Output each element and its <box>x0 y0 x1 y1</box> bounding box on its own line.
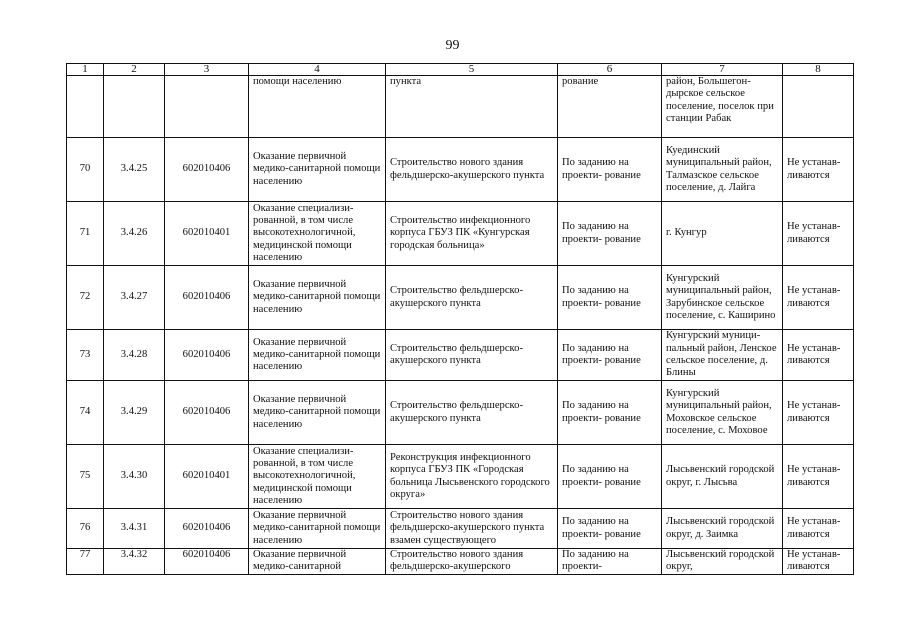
cell-num: 77 <box>67 549 104 575</box>
cell-num: 74 <box>67 381 104 445</box>
cell-purpose: Оказание первичной медико-санитарной помощи населению <box>249 509 386 549</box>
cell-object: Строительство фельдшерско- акушерского пункта <box>386 330 558 381</box>
cell-location: Лысьвенский городской округ, д. Заимка <box>662 509 783 549</box>
cell-object: Строительство нового здания фельдшерско-акушерского <box>386 549 558 575</box>
cell-purpose: Оказание первичной медико-санитарной помощи населению <box>249 266 386 330</box>
cell-code: 3.4.27 <box>104 266 165 330</box>
table-row <box>67 330 854 381</box>
cell-num: 72 <box>67 266 104 330</box>
cell-object: Строительство инфекционного корпуса ГБУЗ ПК «Кунгурская городская больница» <box>386 202 558 266</box>
table-row <box>67 381 854 445</box>
cell-kbk: 602010406 <box>165 138 249 202</box>
header-row <box>67 64 854 76</box>
cell-code: 3.4.29 <box>104 381 165 445</box>
cell-object: Строительство нового здания фельдшерско-акушерского пункта взамен существующего <box>386 509 558 549</box>
header-cell: 5 <box>386 64 558 76</box>
cell-location: Лысьвенский городской округ, г. Лысьва <box>662 445 783 509</box>
header-cell: 8 <box>783 64 854 76</box>
cell-term: Не устанав- ливаются <box>783 202 854 266</box>
cell-object: Строительство фельдшерско- акушерского пункта <box>386 266 558 330</box>
cell-num: 75 <box>67 445 104 509</box>
cell-purpose: Оказание специализи- рованной, в том числе высокотехнологичной, медицинской помощи населению <box>249 445 386 509</box>
cell-num: 70 <box>67 138 104 202</box>
cell-kbk: 602010406 <box>165 381 249 445</box>
header-cell: 7 <box>662 64 783 76</box>
cell-location: Кунгурский муници- пальный район, Ленское сельское поселение, д. Блины <box>662 330 783 381</box>
cell-term: Не устанав- ливаются <box>783 381 854 445</box>
cell-location: Кунгурский муниципальный район, Моховское сельское поселение, с. Моховое <box>662 381 783 445</box>
cell-status: рование <box>558 76 662 138</box>
header-cell: 3 <box>165 64 249 76</box>
cell-num: 73 <box>67 330 104 381</box>
header-cell: 2 <box>104 64 165 76</box>
cell-object: Строительство нового здания фельдшерско-акушерского пункта <box>386 138 558 202</box>
table-row <box>67 266 854 330</box>
cell-status: По заданию на проекти- рование <box>558 381 662 445</box>
cell-num: 71 <box>67 202 104 266</box>
table-row <box>67 509 854 549</box>
table-row <box>67 549 854 575</box>
continuation-row <box>67 76 854 138</box>
cell-status: По заданию на проекти- рование <box>558 445 662 509</box>
cell-kbk: 602010406 <box>165 330 249 381</box>
cell-num: 76 <box>67 509 104 549</box>
table-row <box>67 202 854 266</box>
cell-code: 3.4.30 <box>104 445 165 509</box>
cell-kbk: 602010401 <box>165 445 249 509</box>
cell-num <box>67 76 104 138</box>
cell-kbk: 602010401 <box>165 202 249 266</box>
cell-term: Не устанав- ливаются <box>783 330 854 381</box>
cell-location: Лысьвенский городской округ, <box>662 549 783 575</box>
cell-term: Не устанав- ливаются <box>783 266 854 330</box>
header-cell: 4 <box>249 64 386 76</box>
cell-term <box>783 76 854 138</box>
header-cell: 6 <box>558 64 662 76</box>
cell-code <box>104 76 165 138</box>
cell-term: Не устанав- ливаются <box>783 509 854 549</box>
cell-object: Реконструкция инфекционного корпуса ГБУЗ ПК «Городская больница Лысьвенского городского округа» <box>386 445 558 509</box>
cell-code: 3.4.26 <box>104 202 165 266</box>
cell-purpose: Оказание специализи- рованной, в том числе высокотехнологичной, медицинской помощи населению <box>249 202 386 266</box>
cell-purpose: Оказание первичной медико-санитарной помощи населению <box>249 138 386 202</box>
page-number: 99 <box>445 38 460 53</box>
cell-term: Не устанав- ливаются <box>783 138 854 202</box>
cell-status: По заданию на проекти- рование <box>558 509 662 549</box>
cell-location: район, Большегон- дырское сельское поселение, поселок при станции Рабак <box>662 76 783 138</box>
cell-code: 3.4.32 <box>104 549 165 575</box>
cell-object: Строительство фельдшерско- акушерского пункта <box>386 381 558 445</box>
cell-purpose: помощи населению <box>249 76 386 138</box>
cell-purpose: Оказание первичной медико-санитарной помощи населению <box>249 381 386 445</box>
cell-code: 3.4.25 <box>104 138 165 202</box>
cell-purpose: Оказание первичной медико-санитарной помощи населению <box>249 330 386 381</box>
cell-status: По заданию на проекти- <box>558 549 662 575</box>
cell-code: 3.4.31 <box>104 509 165 549</box>
cell-location: Куединский муниципальный район, Талмазское сельское поселение, д. Лайга <box>662 138 783 202</box>
cell-location: г. Кунгур <box>662 202 783 266</box>
cell-kbk: 602010406 <box>165 266 249 330</box>
cell-status: По заданию на проекти- рование <box>558 330 662 381</box>
cell-status: По заданию на проекти- рование <box>558 202 662 266</box>
cell-status: По заданию на проекти- рование <box>558 266 662 330</box>
cell-purpose: Оказание первичной медико-санитарной <box>249 549 386 575</box>
cell-code: 3.4.28 <box>104 330 165 381</box>
registry-table <box>66 63 854 575</box>
cell-term: Не устанав- ливаются <box>783 445 854 509</box>
cell-kbk <box>165 76 249 138</box>
header-cell: 1 <box>67 64 104 76</box>
cell-term: Не устанав- ливаются <box>783 549 854 575</box>
cell-object: пункта <box>386 76 558 138</box>
cell-kbk: 602010406 <box>165 509 249 549</box>
cell-location: Кунгурский муниципальный район, Зарубинское сельское поселение, с. Каширино <box>662 266 783 330</box>
cell-kbk: 602010406 <box>165 549 249 575</box>
table-row <box>67 445 854 509</box>
cell-status: По заданию на проекти- рование <box>558 138 662 202</box>
table-row <box>67 138 854 202</box>
